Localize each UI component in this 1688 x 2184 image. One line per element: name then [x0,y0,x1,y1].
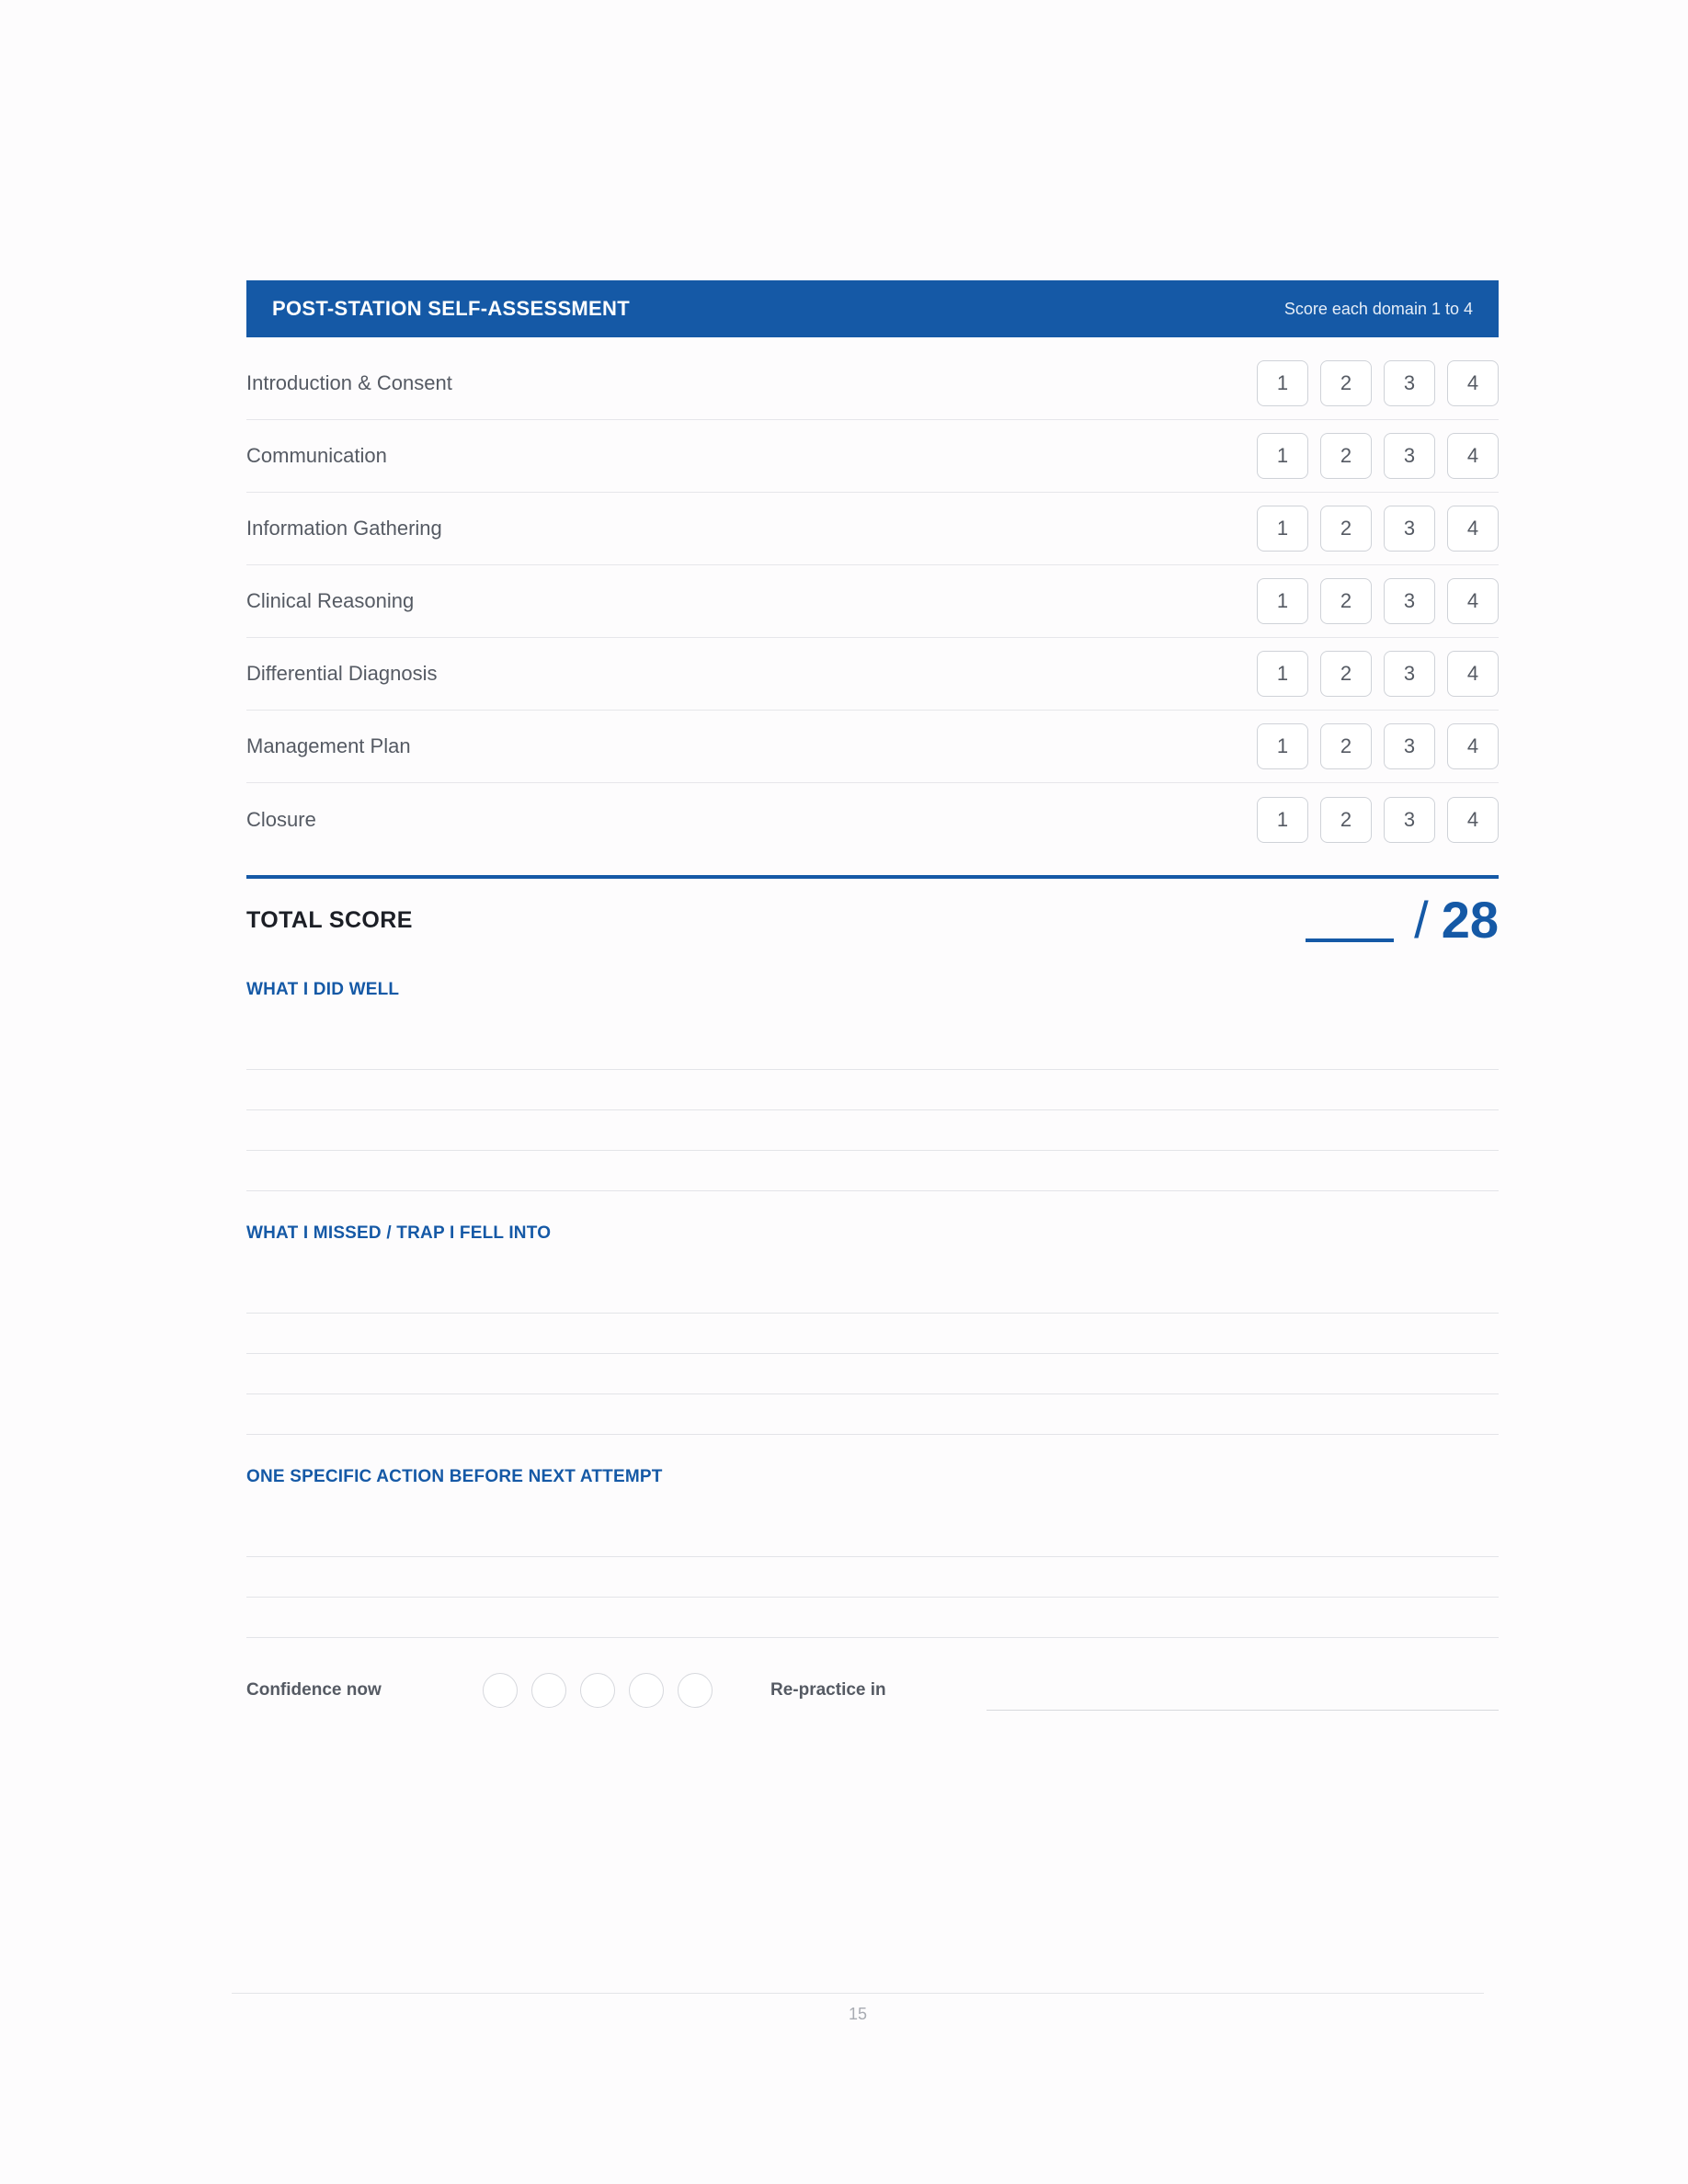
score-options [1257,433,1499,479]
writing-line[interactable] [246,1517,1499,1557]
writing-line[interactable] [246,1029,1499,1070]
writing-line[interactable] [246,1273,1499,1314]
form-header [246,280,1499,337]
self-assessment-form [246,280,1499,1710]
repractice-label: Re-practice in [770,1680,886,1700]
score-box-2[interactable]: 2 [1320,723,1372,769]
score-box-1[interactable]: 1 [1257,433,1308,479]
total-score-field [1306,891,1499,949]
domain-label: Clinical Reasoning [246,589,415,612]
domain-label: Management Plan [246,734,411,757]
domain-row [246,420,1499,493]
domain-row [246,783,1499,856]
score-box-1[interactable]: 1 [1257,578,1308,624]
section-title-missed: WHAT I MISSED / TRAP I FELL INTO [246,1223,552,1243]
confidence-circle[interactable] [483,1673,518,1708]
page-footer [232,1993,1484,2024]
section-missed [246,1220,1499,1435]
form-instructions: Score each domain 1 to 4 [1283,299,1473,318]
writing-line[interactable] [246,1151,1499,1191]
score-options [1257,723,1499,769]
total-score-blank[interactable] [1306,905,1394,942]
score-box-3[interactable]: 3 [1384,433,1435,479]
score-box-1[interactable]: 1 [1257,506,1308,552]
score-box-4[interactable]: 4 [1447,360,1499,406]
form-title: POST-STATION SELF-ASSESSMENT [272,297,630,320]
domain-label: Closure [246,807,316,831]
domain-row [246,638,1499,711]
total-score-max-value: 28 [1441,891,1499,949]
section-title-did-well: WHAT I DID WELL [246,980,400,999]
score-box-3[interactable]: 3 [1384,797,1435,843]
confidence-label: Confidence now [246,1680,382,1700]
score-box-3[interactable]: 3 [1384,578,1435,624]
score-options [1257,797,1499,843]
score-box-4[interactable]: 4 [1447,797,1499,843]
score-box-1[interactable]: 1 [1257,360,1308,406]
score-box-3[interactable]: 3 [1384,651,1435,697]
score-box-1[interactable]: 1 [1257,651,1308,697]
domain-label: Communication [246,444,387,467]
domain-row [246,347,1499,420]
score-box-4[interactable]: 4 [1447,651,1499,697]
domain-label: Information Gathering [246,517,442,540]
writing-line[interactable] [246,1070,1499,1110]
page-number: 15 [848,2005,868,2023]
score-box-1[interactable]: 1 [1257,723,1308,769]
total-score-max [1414,891,1499,949]
writing-line[interactable] [246,1354,1499,1394]
total-score-label: TOTAL SCORE [246,906,413,933]
confidence-circle[interactable] [678,1673,713,1708]
confidence-circle[interactable] [629,1673,664,1708]
score-box-1[interactable]: 1 [1257,797,1308,843]
writing-line[interactable] [246,1557,1499,1598]
total-score-row [246,879,1499,961]
score-options [1257,578,1499,624]
section-title-action: ONE SPECIFIC ACTION BEFORE NEXT ATTEMPT [246,1467,663,1486]
score-box-2[interactable]: 2 [1320,433,1372,479]
score-options [1257,651,1499,697]
repractice-field[interactable] [987,1682,1499,1711]
confidence-scale [483,1673,713,1708]
writing-line[interactable] [246,1110,1499,1151]
score-box-3[interactable]: 3 [1384,723,1435,769]
score-box-4[interactable]: 4 [1447,433,1499,479]
confidence-row [246,1671,1499,1710]
section-action [246,1463,1499,1638]
score-box-2[interactable]: 2 [1320,797,1372,843]
writing-line[interactable] [246,1394,1499,1435]
total-score-slash: / [1414,891,1429,949]
score-box-4[interactable]: 4 [1447,723,1499,769]
section-did-well [246,976,1499,1191]
writing-line[interactable] [246,1314,1499,1354]
score-box-2[interactable]: 2 [1320,578,1372,624]
domain-row [246,565,1499,638]
confidence-circle[interactable] [580,1673,615,1708]
domain-row [246,493,1499,565]
confidence-circle[interactable] [531,1673,566,1708]
score-box-2[interactable]: 2 [1320,360,1372,406]
score-box-2[interactable]: 2 [1320,651,1372,697]
domain-label: Differential Diagnosis [246,662,438,685]
score-box-2[interactable]: 2 [1320,506,1372,552]
score-box-4[interactable]: 4 [1447,578,1499,624]
score-options [1257,360,1499,406]
writing-line[interactable] [246,1598,1499,1638]
score-box-4[interactable]: 4 [1447,506,1499,552]
domain-label: Introduction & Consent [246,371,452,394]
score-box-3[interactable]: 3 [1384,506,1435,552]
domain-row [246,711,1499,783]
score-options [1257,506,1499,552]
domain-rows [246,347,1499,856]
score-box-3[interactable]: 3 [1384,360,1435,406]
